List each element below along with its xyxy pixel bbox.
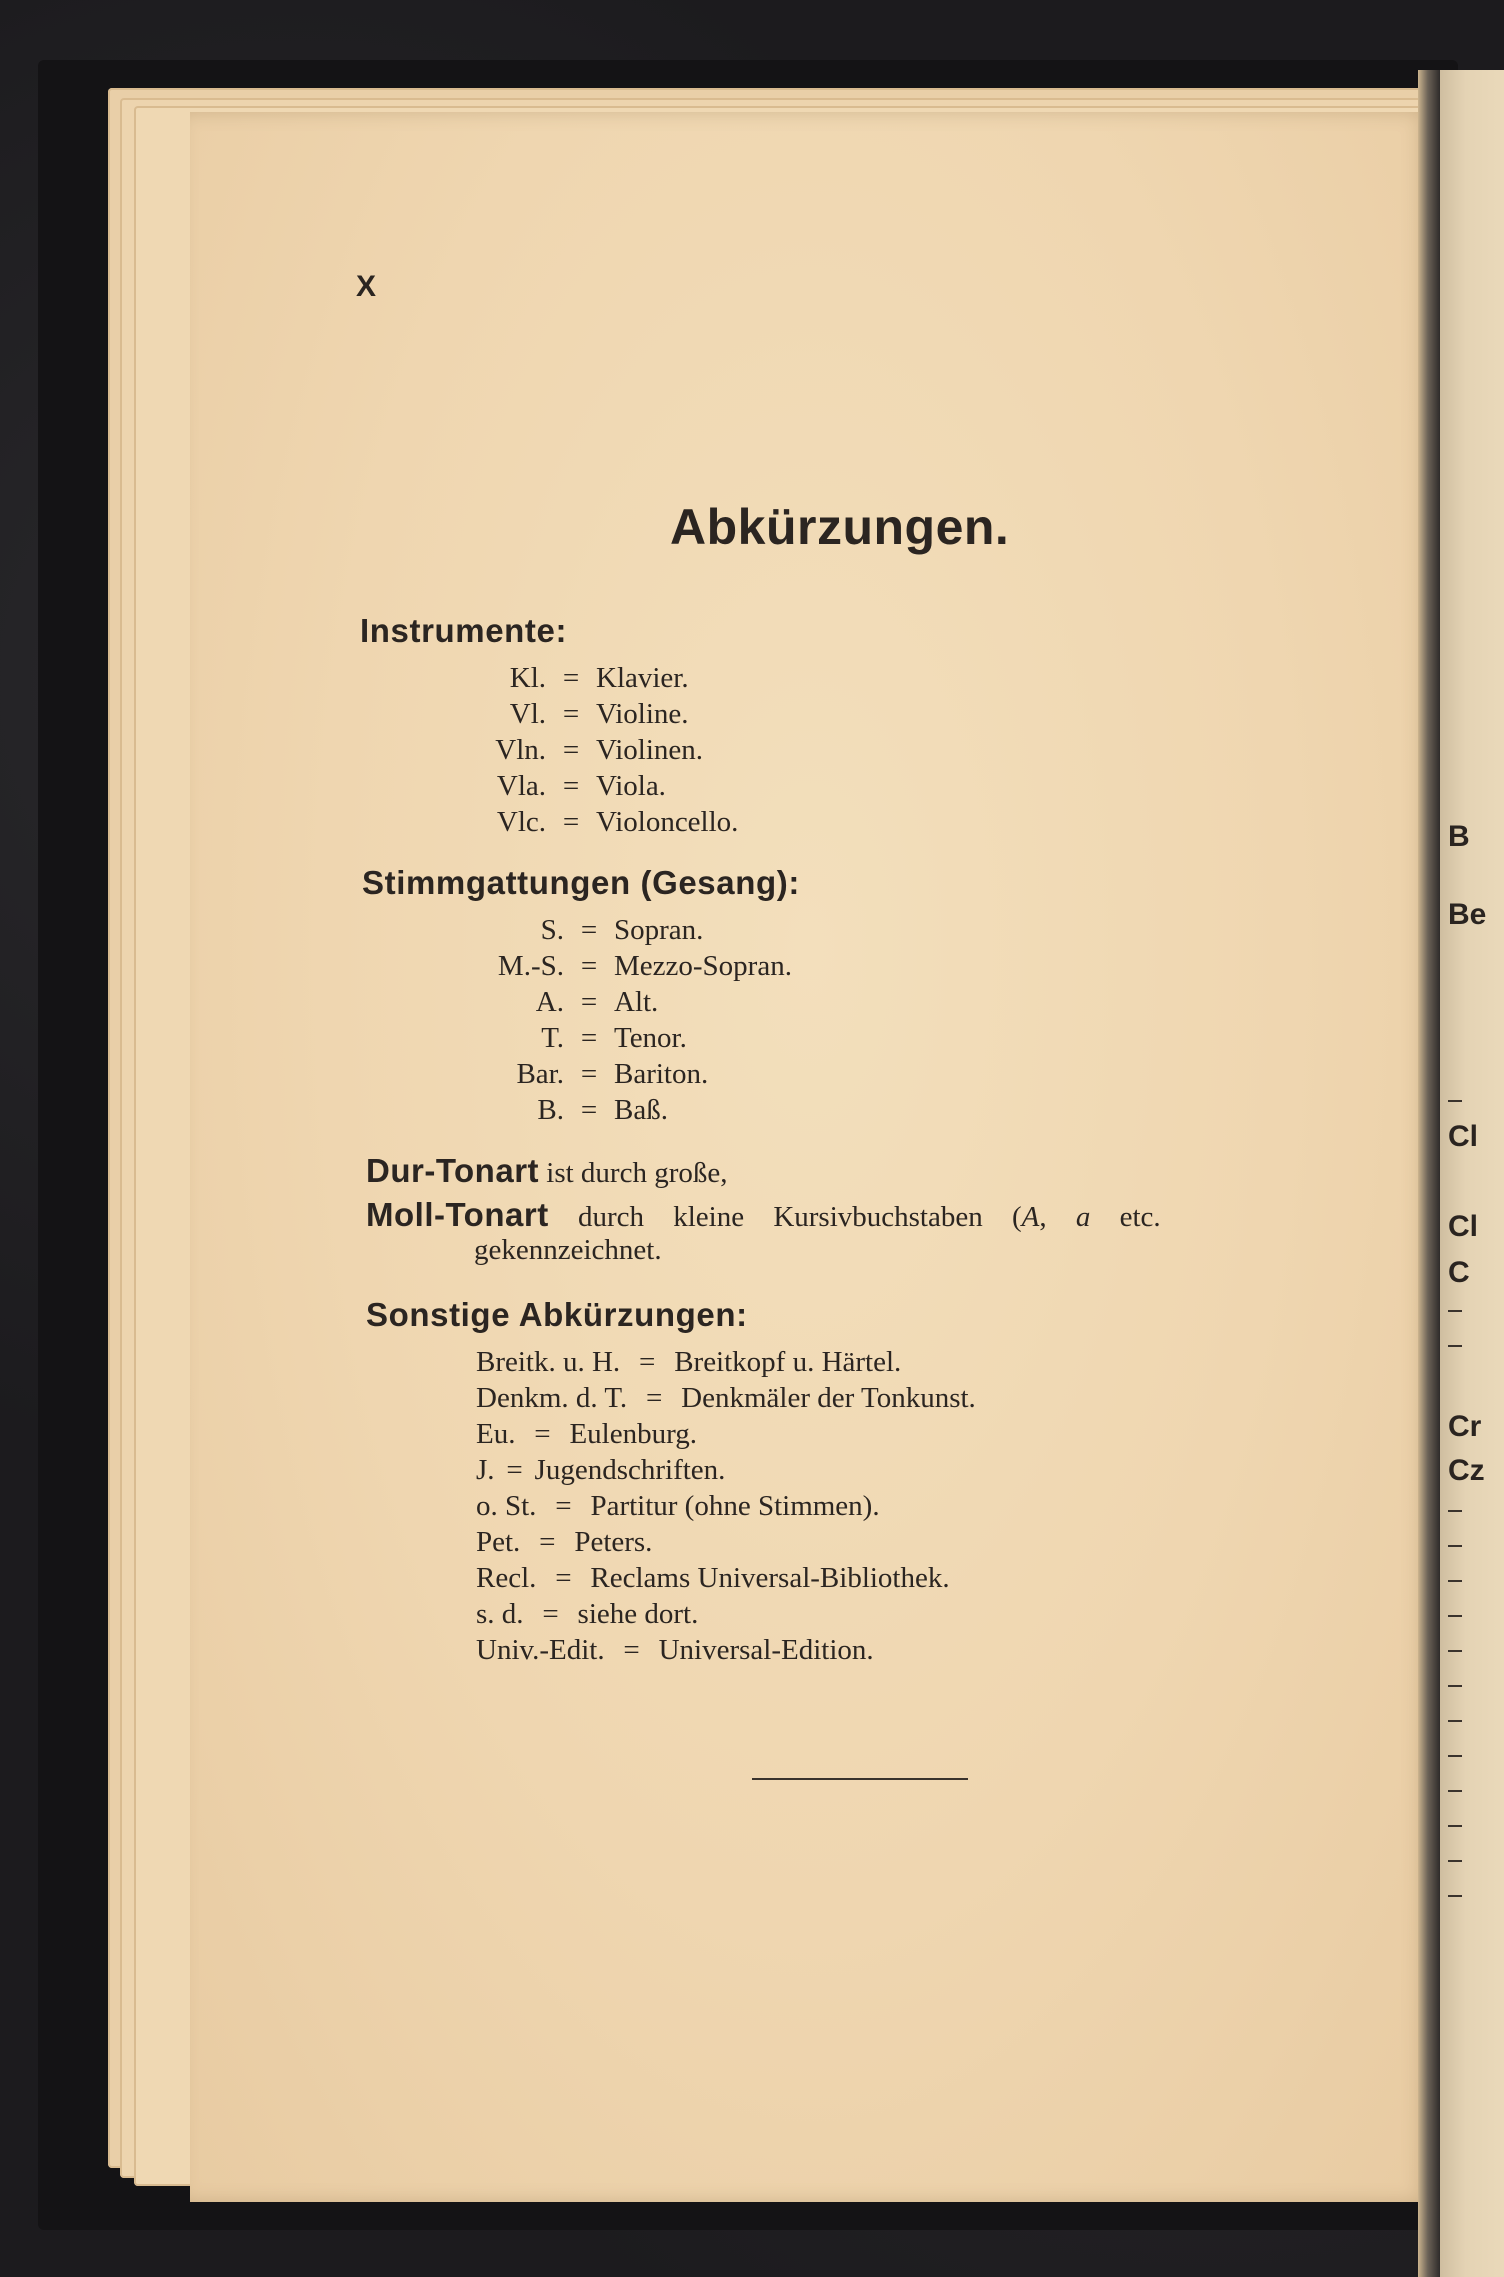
heading-instrumente: Instrumente: — [360, 612, 568, 649]
meaning: siehe dort. — [577, 1598, 699, 1630]
facing-page-edge — [1440, 70, 1504, 2277]
facing-page-dash — [1448, 1615, 1462, 1617]
abbreviation: Kl. — [509, 662, 546, 694]
example-lower: a — [1075, 1201, 1091, 1233]
facing-page-fragment: Cl — [1448, 1120, 1478, 1153]
meaning: Bariton. — [614, 1058, 709, 1090]
list-item — [470, 1092, 668, 1128]
list-item — [476, 1632, 874, 1668]
dur-tonart-line — [366, 1152, 728, 1190]
list-item — [476, 1380, 976, 1416]
list-item — [476, 1452, 725, 1488]
meaning: Viola. — [596, 770, 666, 802]
dur-tonart-text: ist durch große, — [546, 1157, 728, 1189]
equals-sign: = — [580, 1058, 598, 1090]
facing-page-dash — [1448, 1895, 1462, 1897]
book-gutter — [1418, 70, 1440, 2277]
meaning: Denkmäler der Tonkunst. — [681, 1382, 976, 1414]
list-item — [476, 1560, 950, 1596]
facing-page-dash — [1448, 1100, 1462, 1102]
facing-page-dash — [1448, 1510, 1462, 1512]
list-item — [470, 696, 689, 732]
abbreviation: T. — [541, 1022, 564, 1054]
meaning: Universal-Edition. — [658, 1634, 874, 1666]
abbreviation: M.-S. — [497, 950, 564, 982]
abbreviation: Bar. — [516, 1058, 564, 1090]
equals-sign: = — [539, 1526, 556, 1558]
facing-page-fragment: Cl — [1448, 1210, 1478, 1243]
equals-sign: = — [534, 1418, 551, 1450]
facing-page-dash — [1448, 1650, 1462, 1652]
abbreviation: Eu. — [476, 1418, 516, 1450]
list-item — [470, 912, 703, 948]
abbreviation: Pet. — [476, 1526, 521, 1558]
facing-page-dash — [1448, 1685, 1462, 1687]
equals-sign: = — [580, 986, 598, 1018]
abbreviation: Breitk. u. H. — [476, 1346, 621, 1378]
example-upper: A — [1021, 1201, 1040, 1233]
equals-sign: = — [639, 1346, 656, 1378]
moll-tonart-text: durch kleine Kursivbuchstaben ( — [577, 1201, 1022, 1233]
heading-stimmgattungen: Stimmgattungen (Gesang): — [362, 864, 800, 901]
equals-sign: = — [580, 1022, 598, 1054]
equals-sign: = — [562, 698, 580, 730]
meaning: Jugendschriften. — [534, 1454, 726, 1486]
meaning: Breitkopf u. Härtel. — [674, 1346, 902, 1378]
equals-sign: = — [555, 1490, 572, 1522]
example-separator: , — [1039, 1201, 1076, 1233]
abbreviation: S. — [540, 914, 564, 946]
abbreviation: B. — [537, 1094, 564, 1126]
facing-page-dash — [1448, 1310, 1462, 1312]
meaning: Sopran. — [614, 914, 704, 946]
equals-sign: = — [645, 1382, 663, 1414]
equals-sign: = — [623, 1634, 640, 1666]
page-number: X — [356, 270, 377, 303]
list-item — [470, 1056, 708, 1092]
list-item — [476, 1344, 901, 1380]
facing-page-dash — [1448, 1860, 1462, 1862]
list-item — [470, 804, 738, 840]
abbreviation: A. — [535, 986, 564, 1018]
list-item — [470, 660, 689, 696]
equals-sign: = — [506, 1454, 523, 1486]
list-item — [470, 1020, 687, 1056]
list-item — [470, 948, 792, 984]
meaning: Violoncello. — [596, 806, 739, 838]
facing-page-dash — [1448, 1580, 1462, 1582]
meaning: Violine. — [596, 698, 689, 730]
facing-page-fragment: Cr — [1448, 1410, 1482, 1443]
facing-page-dash — [1448, 1825, 1462, 1827]
facing-page-dash — [1448, 1345, 1462, 1347]
equals-sign: = — [580, 1094, 598, 1126]
abbreviation: s. d. — [476, 1598, 524, 1630]
dur-tonart-label: Dur-Tonart — [366, 1152, 540, 1189]
abbreviation: o. St. — [476, 1490, 537, 1522]
list-item — [470, 732, 703, 768]
abbreviation: J. — [476, 1454, 495, 1486]
facing-page-dash — [1448, 1720, 1462, 1722]
abbreviation: Denkm. d. T. — [476, 1382, 628, 1414]
facing-page-fragment: Be — [1448, 898, 1487, 931]
list-item — [476, 1596, 698, 1632]
tonart-tail: gekennzeichnet. — [474, 1234, 662, 1266]
list-item — [476, 1488, 880, 1524]
abbreviation: Vla. — [496, 770, 546, 802]
meaning: Tenor. — [614, 1022, 687, 1054]
moll-tonart-line — [366, 1196, 1161, 1234]
equals-sign: = — [580, 914, 598, 946]
facing-page-dash — [1448, 1755, 1462, 1757]
equals-sign: = — [562, 662, 580, 694]
equals-sign: = — [542, 1598, 559, 1630]
meaning: Reclams Universal-Bibliothek. — [590, 1562, 950, 1594]
equals-sign: = — [562, 734, 580, 766]
facing-page-fragment: C — [1448, 1256, 1470, 1289]
equals-sign: = — [555, 1562, 572, 1594]
meaning: Peters. — [574, 1526, 653, 1558]
list-item — [476, 1524, 652, 1560]
moll-tonart-label: Moll-Tonart — [366, 1196, 549, 1233]
abbreviation: Vln. — [495, 734, 546, 766]
facing-page-dash — [1448, 1790, 1462, 1792]
meaning: Eulenburg. — [569, 1418, 697, 1450]
equals-sign: = — [580, 950, 598, 982]
page-title: Abkürzungen. — [670, 499, 1010, 555]
equals-sign: = — [562, 806, 580, 838]
meaning: Mezzo-Sopran. — [614, 950, 792, 982]
equals-sign: = — [562, 770, 580, 802]
meaning: Violinen. — [596, 734, 703, 766]
moll-tonart-end: etc. — [1090, 1201, 1161, 1233]
heading-sonstige: Sonstige Abkürzungen: — [366, 1296, 748, 1333]
meaning: Baß. — [614, 1094, 668, 1126]
list-item — [470, 984, 658, 1020]
facing-page-fragment: B — [1448, 820, 1470, 853]
closing-rule — [752, 1778, 968, 1780]
meaning: Klavier. — [596, 662, 689, 694]
list-item — [476, 1416, 697, 1452]
facing-page-fragment: Cz — [1448, 1454, 1485, 1487]
abbreviation: Recl. — [476, 1562, 537, 1594]
list-item — [470, 768, 666, 804]
facing-page-dash — [1448, 1545, 1462, 1547]
meaning: Alt. — [614, 986, 659, 1018]
meaning: Partitur (ohne Stimmen). — [590, 1490, 880, 1522]
abbreviation: Univ.-Edit. — [476, 1634, 605, 1666]
abbreviation: Vlc. — [496, 806, 546, 838]
abbreviation: Vl. — [509, 698, 546, 730]
